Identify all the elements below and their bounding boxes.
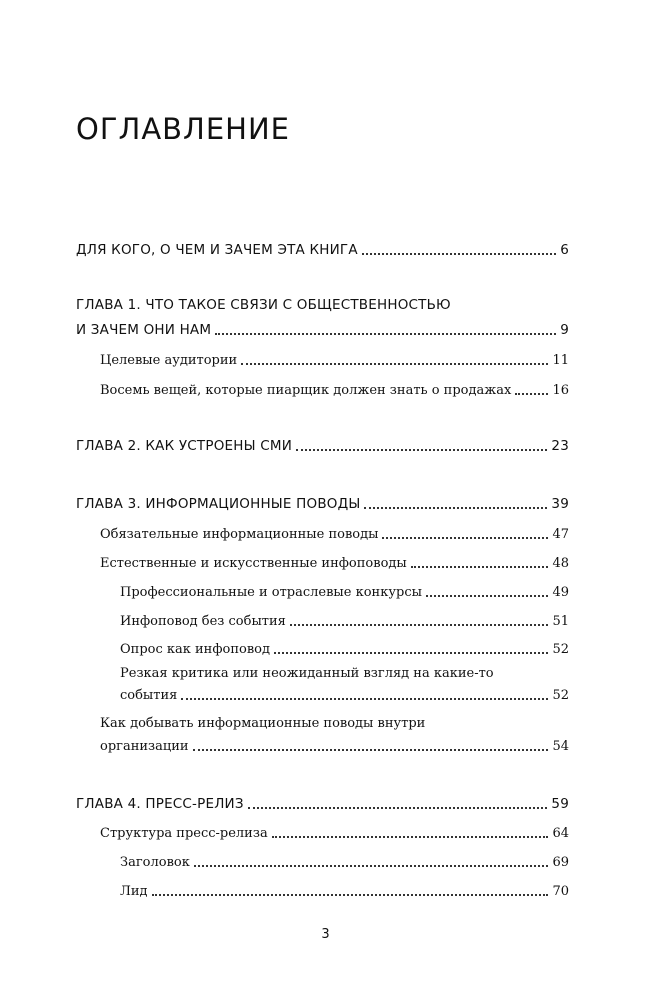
toc-entry-label: ДЛЯ КОГО, О ЧЕМ И ЗАЧЕМ ЭТА КНИГА [76,242,358,258]
toc-page-number: 51 [552,614,569,629]
toc-page-number: 54 [552,739,569,754]
toc-entry-target-audiences[interactable] [100,348,569,368]
toc-entry-label: Инфоповод без события [120,614,286,629]
toc-entry-label: ГЛАВА 3. ИНФОРМАЦИОННЫЕ ПОВОДЫ [76,496,361,512]
toc-entry-chapter-4[interactable] [76,792,569,812]
toc-page-number: 47 [552,527,569,542]
toc-entry-mandatory-news[interactable] [100,522,569,542]
toc-entry-label: Целевые аудитории [100,353,238,368]
dot-leader [193,748,549,751]
dot-leader [181,697,548,700]
toc-entry-label: И ЗАЧЕМ ОНИ НАМ [76,322,212,338]
toc-entry-internal-news[interactable] [100,734,569,754]
dot-leader [290,623,549,626]
toc-page-number: 16 [552,383,569,398]
toc-page-number: 48 [552,556,569,571]
toc-page-number: 23 [551,438,569,454]
toc-entry-chapter-3[interactable] [76,492,569,512]
toc-entry-headline[interactable] [120,850,569,870]
toc-entry-chapter-1[interactable] [76,318,569,338]
toc-entry-label: Структура пресс-релиза [100,826,268,841]
toc-entry-contests[interactable] [120,580,569,600]
dot-leader [515,392,548,395]
dot-leader [426,594,549,597]
toc-entry-label: Профессиональные и отраслевые конкурсы [120,585,422,600]
page-number-footer: 3 [321,927,330,942]
toc-page-number: 69 [552,855,569,870]
toc-entry-criticism[interactable] [120,683,569,703]
toc-page-number: 64 [552,826,569,841]
dot-leader [272,835,549,838]
toc-entry-label: Лид [120,884,148,899]
toc-page-number: 9 [560,322,569,338]
dot-leader [411,565,549,568]
toc-entry-label: Обязательные информационные поводы [100,527,379,542]
toc-page-number: 52 [552,642,569,657]
toc-entry-eight-things[interactable] [100,378,569,398]
dot-leader [274,651,548,654]
toc-page-number: 52 [552,688,569,703]
dot-leader [241,362,548,365]
dot-leader [362,252,556,255]
toc-entry-no-event[interactable] [120,609,569,629]
dot-leader [194,864,549,867]
toc-entry-internal-news-line1[interactable]: Как добывать информационные поводы внутри [100,716,426,731]
toc-entry-label: ГЛАВА 4. ПРЕСС-РЕЛИЗ [76,796,244,812]
toc-entry-label: организации [100,739,189,754]
toc-entry-chapter-1-line1[interactable]: ГЛАВА 1. ЧТО ТАКОЕ СВЯЗИ С ОБЩЕСТВЕННОСТЬЮ [76,297,451,313]
toc-entry-label: Опрос как инфоповод [120,642,270,657]
toc-entry-label: ГЛАВА 2. КАК УСТРОЕНЫ СМИ [76,438,292,454]
dot-leader [152,893,549,896]
toc-page-number: 70 [552,884,569,899]
page-title: ОГЛАВЛЕНИЕ [76,112,291,146]
dot-leader [364,506,547,509]
toc-entry-intro[interactable] [76,238,569,258]
dot-leader [248,806,548,809]
dot-leader [215,332,556,335]
toc-entry-survey[interactable] [120,637,569,657]
dot-leader [296,448,547,451]
toc-entry-criticism-line1[interactable]: Резкая критика или неожиданный взгляд на какие-то [120,666,494,681]
toc-entry-label: Заголовок [120,855,190,870]
toc-entry-label: события [120,688,178,703]
toc-entry-chapter-2[interactable] [76,434,569,454]
dot-leader [382,536,548,539]
toc-entry-label: Естественные и искусственные инфоповоды [100,556,407,571]
toc-entry-natural-artificial[interactable] [100,551,569,571]
toc-entry-lead[interactable] [120,879,569,899]
toc-page-number: 39 [551,496,569,512]
toc-page-number: 6 [560,242,569,258]
toc-page-number: 59 [551,796,569,812]
toc-page-number: 11 [552,353,569,368]
toc-entry-press-release-structure[interactable] [100,821,569,841]
toc-page-number: 49 [552,585,569,600]
toc-entry-label: Восемь вещей, которые пиарщик должен знать о продажах [100,383,512,398]
